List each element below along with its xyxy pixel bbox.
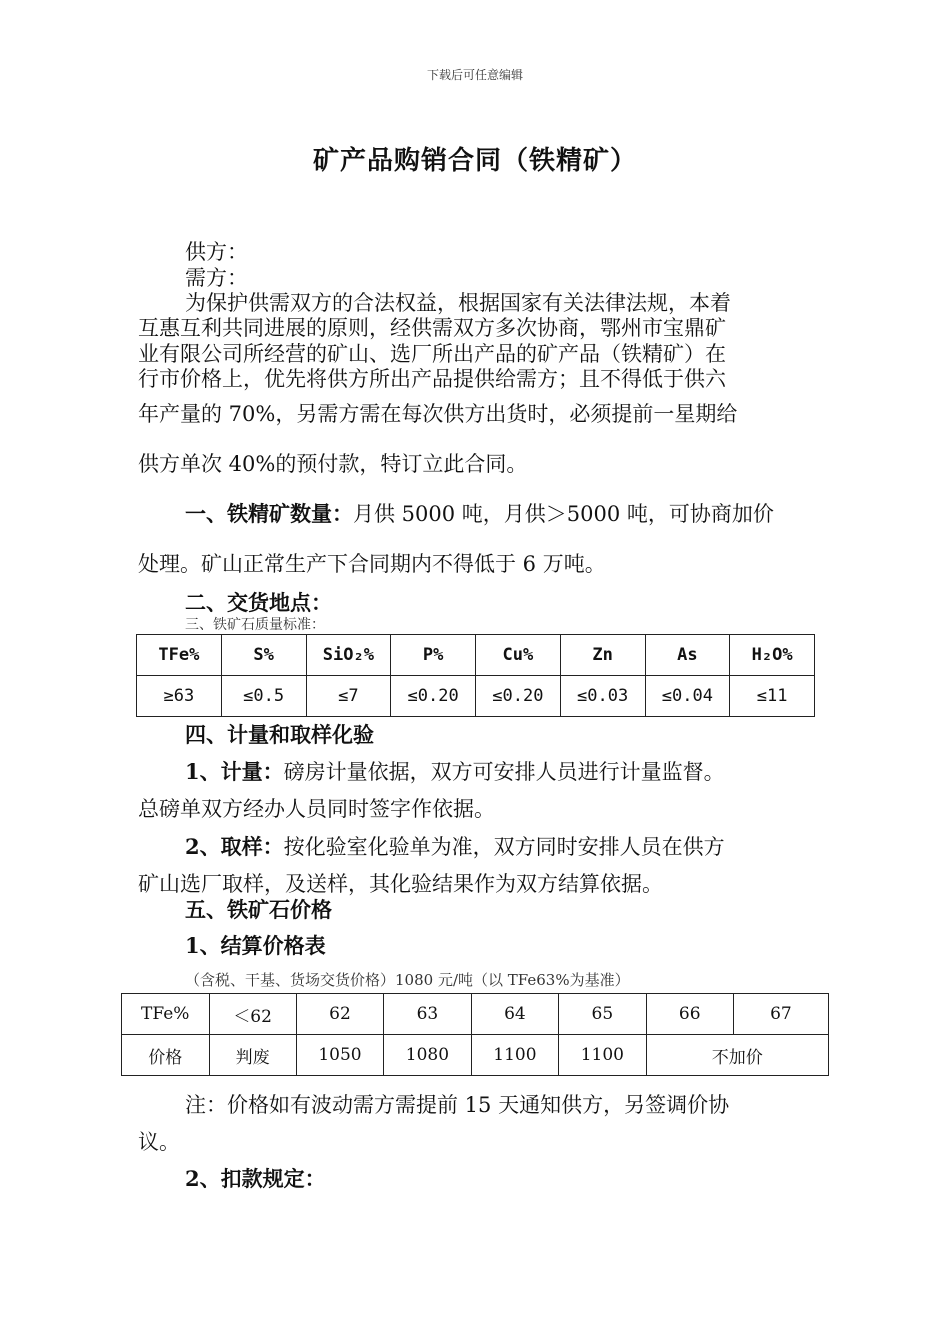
table-cell: ＜62 xyxy=(209,994,296,1035)
section4-item1-line-2: 总磅单双方经办人员同时签字作依据。 xyxy=(138,797,495,821)
table-cell: ≤0.20 xyxy=(391,676,476,717)
table-cell: 判废 xyxy=(209,1035,296,1076)
table-cell: 1080 xyxy=(384,1035,471,1076)
table-cell: 1050 xyxy=(296,1035,383,1076)
note-line-2: 议。 xyxy=(138,1130,180,1154)
note-line-1: 注：价格如有波动需方需提前 15 天通知供方，另签调价协 xyxy=(185,1093,730,1117)
table-cell: ≤0.04 xyxy=(645,676,730,717)
table-row xyxy=(137,635,815,676)
section4-item2-line xyxy=(185,831,865,861)
price-caption: （含税、干基、货场交货价格）1080 元/吨（以 TFe63%为基准） xyxy=(185,971,630,989)
section5-sub2: 2、扣款规定： xyxy=(185,1166,326,1191)
table-cell: ≤11 xyxy=(730,676,815,717)
table-cell: 价格 xyxy=(122,1035,210,1076)
table-header-cell: SiO₂% xyxy=(306,635,391,676)
table-cell: 66 xyxy=(646,994,733,1035)
table-header-cell: P% xyxy=(391,635,476,676)
section1-line-2: 处理。矿山正常生产下合同期内不得低于 6 万吨。 xyxy=(138,552,606,576)
section4-item1-line xyxy=(185,756,865,786)
document-title: 矿产品购销合同（铁精矿） xyxy=(312,146,637,176)
table-cell: TFe% xyxy=(122,994,210,1035)
table-row xyxy=(122,994,829,1035)
intro-line-5: 年产量的 70%，另需方需在每次供方出货时，必须提前一星期给 xyxy=(138,402,738,426)
table-header-cell: S% xyxy=(221,635,306,676)
section1-line-1 xyxy=(185,498,865,528)
supplier-label: 供方： xyxy=(185,240,248,264)
item1-text: 磅房计量依据，双方可安排人员进行计量监督。 xyxy=(283,760,725,784)
table-cell: 64 xyxy=(471,994,558,1035)
table-cell: ≤0.20 xyxy=(476,676,561,717)
item2-text: 按化验室化验单为准，双方同时安排人员在供方 xyxy=(283,835,725,859)
table-cell: ≥63 xyxy=(137,676,222,717)
intro-line-2: 互惠互利共同进展的原则，经供需双方多次协商，鄂州市宝鼎矿 xyxy=(138,316,726,340)
table-cell: ≤0.5 xyxy=(221,676,306,717)
table-header-cell: Cu% xyxy=(476,635,561,676)
section3-caption: 三、铁矿石质量标准： xyxy=(185,617,325,633)
table-cell: ≤7 xyxy=(306,676,391,717)
buyer-label: 需方： xyxy=(185,266,248,290)
table-row xyxy=(122,1035,829,1076)
table-cell: 67 xyxy=(733,994,828,1035)
table-cell: 65 xyxy=(559,994,646,1035)
section4-heading: 四、计量和取样化验 xyxy=(185,722,374,747)
header-note: 下载后可任意编辑 xyxy=(426,68,523,82)
section4-item2-line-2: 矿山选厂取样，及送样，其化验结果作为双方结算依据。 xyxy=(138,872,663,896)
section5-heading: 五、铁矿石价格 xyxy=(185,897,332,922)
table-header-cell: As xyxy=(645,635,730,676)
intro-line-4: 行市价格上，优先将供方所出产品提供给需方；且不得低于供六 xyxy=(138,367,726,391)
table-header-cell: TFe% xyxy=(137,635,222,676)
table-header-cell: Zn xyxy=(560,635,645,676)
table-cell: 1100 xyxy=(471,1035,558,1076)
intro-line-3: 业有限公司所经营的矿山、选厂所出产品的矿产品（铁精矿）在 xyxy=(138,342,726,366)
section2-heading: 二、交货地点： xyxy=(185,590,332,615)
intro-line-6: 供方单次 40%的预付款，特订立此合同。 xyxy=(138,452,528,476)
table-cell: 1100 xyxy=(559,1035,646,1076)
item2-label: 2、取样： xyxy=(185,834,284,859)
table-cell: 63 xyxy=(384,994,471,1035)
price-table xyxy=(121,993,829,1076)
section5-sub1: 1、结算价格表 xyxy=(185,933,326,958)
table-cell: 不加价 xyxy=(646,1035,828,1076)
section1-text: 月供 5000 吨，月供＞5000 吨，可协商加价 xyxy=(353,502,774,526)
table-cell: 62 xyxy=(296,994,383,1035)
quality-standard-table xyxy=(136,634,815,717)
item1-label: 1、计量： xyxy=(185,759,284,784)
table-row xyxy=(137,676,815,717)
table-cell: ≤0.03 xyxy=(560,676,645,717)
table-header-cell: H₂O% xyxy=(730,635,815,676)
intro-line-1: 为保护供需双方的合法权益，根据国家有关法律法规，本着 xyxy=(185,291,731,315)
section1-heading: 一、铁精矿数量： xyxy=(185,501,353,526)
